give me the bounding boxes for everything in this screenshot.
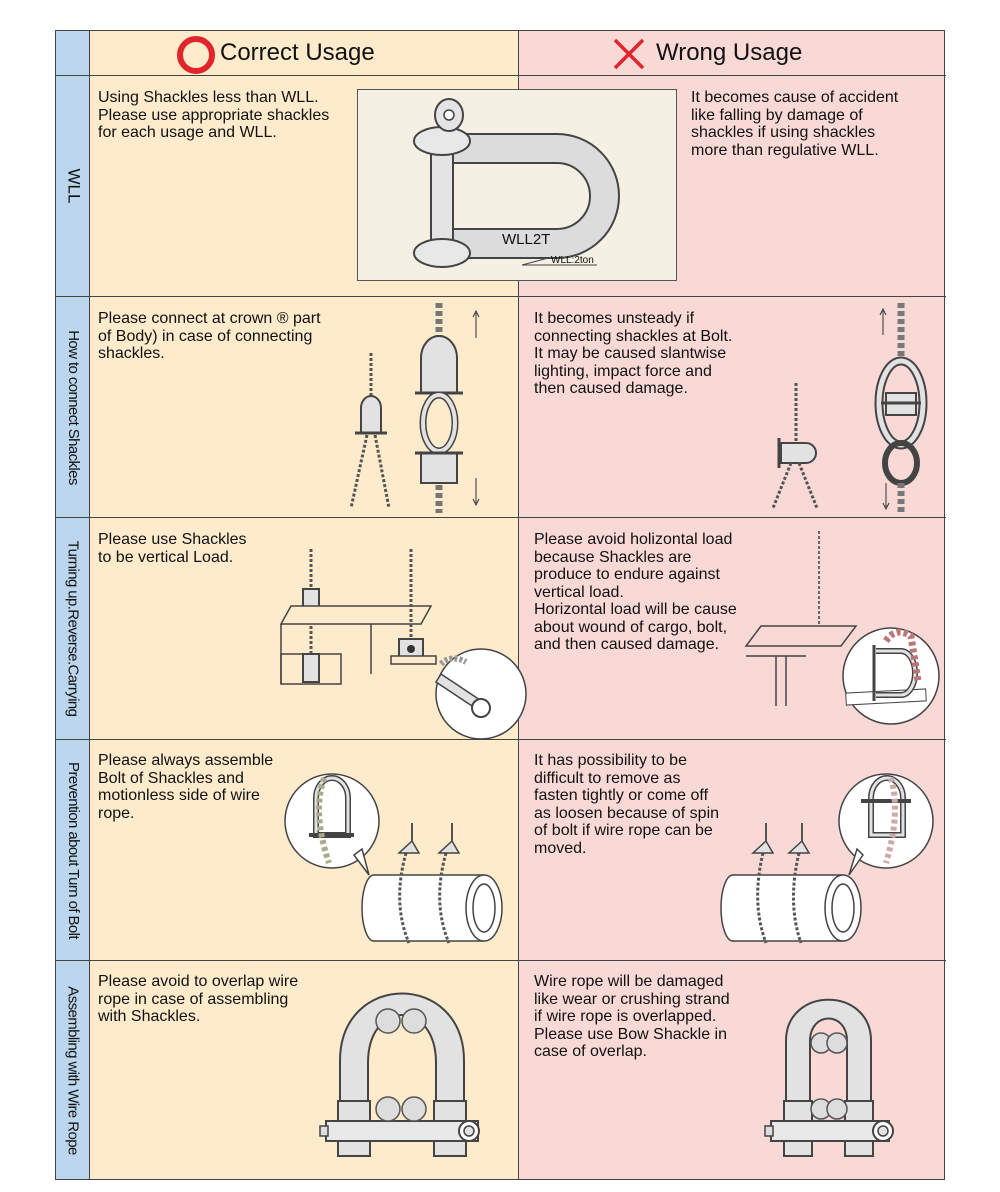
row-divider — [56, 296, 946, 297]
connect-wrong-illustration — [761, 303, 931, 513]
rope-correct-text: Please avoid to overlap wire rope in case of assembling with Shackles. — [98, 973, 299, 1025]
bolt-wrong-text: It has possibility to be difficult to remove as fasten tightly or come off as loosen because of spin of bolt if wire rope can be moved. — [534, 752, 720, 857]
row-label-turning: Turning up.Reverse.Carrying — [64, 540, 82, 717]
shackle-wll-illustration — [357, 89, 677, 281]
wll-wrong-text: It becomes cause of accident like falling by damage of shackles if using shackles more than regulative WLL. — [691, 89, 899, 159]
wrong-usage-heading: Wrong Usage — [656, 39, 803, 66]
connect-correct-text: Please connect at crown ® part of Body) in case of connecting shackles. — [98, 310, 321, 362]
turning-wrong-text: Please avoid holizontal load because Shackles are produce to endure against vertical load. Horizontal load will be cause about wound of cargo, bolt, and then caused damage. — [534, 531, 737, 653]
row-divider — [56, 739, 946, 740]
bow-shackle-illustration — [318, 981, 486, 1171]
connect-correct-illustration — [341, 303, 511, 513]
cross-icon — [612, 37, 646, 71]
row-label-wire-rope: Assembling with Wire Rope — [64, 985, 82, 1155]
connect-wrong-text: It becomes unsteady if connecting shackles at Bolt. It may be caused slantwise lighting, impact force and then caused damage. — [534, 310, 733, 397]
usage-table — [55, 30, 945, 1180]
row-label-wll: WLL — [64, 168, 83, 204]
row-divider — [56, 960, 946, 961]
wll-marking: WLL2T — [502, 231, 551, 248]
turning-wrong-illustration — [746, 531, 941, 731]
wll-correct-text: Using Shackles less than WLL. Please use appropriate shackles for each usage and WLL. — [98, 89, 330, 141]
bolt-wrong-illustration — [721, 773, 946, 949]
rope-wrong-text: Wire rope will be damaged like wear or crushing strand if wire rope is overlapped. Please use Bow Shackle in case of overlap. — [534, 973, 730, 1060]
row-label-connect: How to connect Shackles — [64, 329, 82, 485]
row-label-bolt-turn: Prevention about Turn of Bolt — [64, 761, 82, 939]
correct-usage-heading: Correct Usage — [220, 39, 375, 66]
row-divider — [56, 517, 946, 518]
turning-correct-illustration — [281, 544, 516, 716]
bolt-correct-illustration — [284, 773, 506, 949]
turning-correct-text: Please use Shackles to be vertical Load. — [98, 531, 247, 566]
row-divider — [56, 75, 946, 76]
circle-icon — [176, 35, 216, 75]
wll-marking-note: WLL:2ton — [551, 255, 594, 266]
bolt-correct-text: Please always assemble Bolt of Shackles and motionless side of wire rope. — [98, 752, 274, 822]
dee-shackle-illustration — [761, 981, 921, 1171]
